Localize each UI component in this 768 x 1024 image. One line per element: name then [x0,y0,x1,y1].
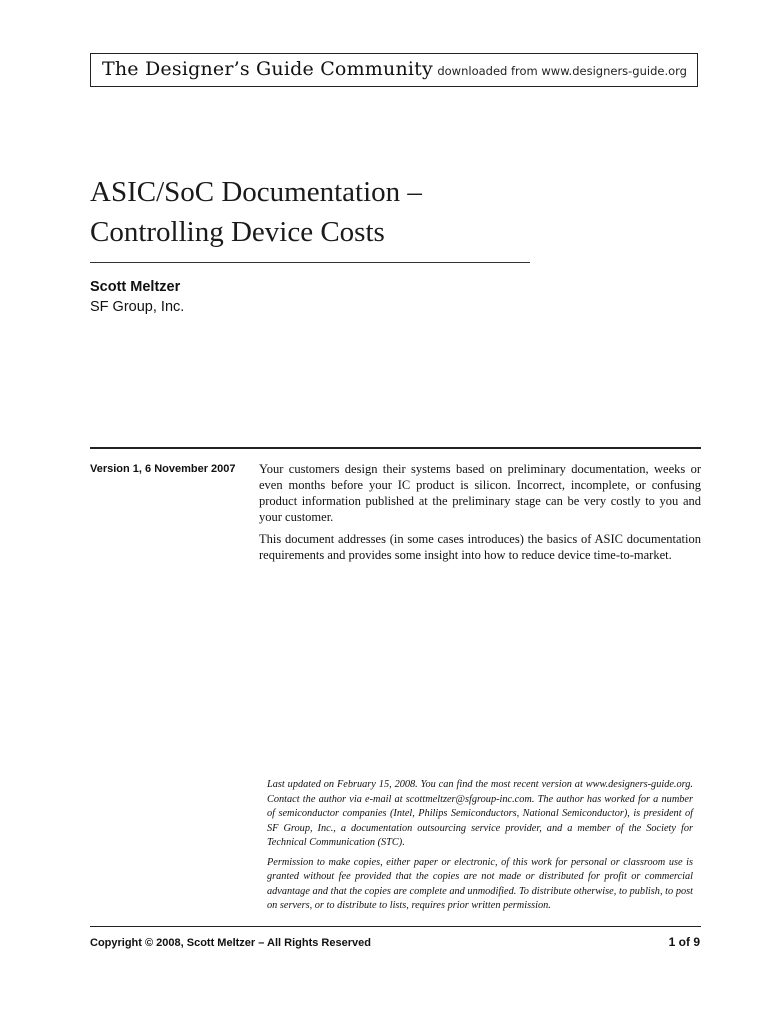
title-line-1: ASIC/SoC Documentation – [90,176,422,208]
footer-divider [90,926,701,927]
abstract-paragraph-1: Your customers design their systems based on preliminary documentation, weeks or even months before your IC product is silicon. Incorrect, incomplete, or confusing product information published at the preliminary stage can be very costly to you and your customer. [259,462,701,524]
author-organization: SF Group, Inc. [90,299,185,315]
title-line-2: Controlling Device Costs [90,216,385,248]
abstract-paragraph-2: This document addresses (in some cases introduces) the basics of ASIC documentation requirements and provides some insight into how to reduce device time-to-market. [259,532,701,562]
update-note: Last updated on February 15, 2008. You can find the most recent version at www.designers-guide.org. Contact the author via e-mail at scottmeltzer@sfgroup-inc.com. The author has worked for a number of semiconductor companies (Intel, Philips Semiconductors, National Semiconductor), is president of SF Group, Inc., a documentation outsourcing service provider, and a member of the Society for Technical Communication (STC). [267,779,693,848]
document-title [90,172,422,252]
version-label: Version 1, 6 November 2007 [90,463,236,475]
permission-note: Permission to make copies, either paper or electronic, of this work for personal or classroom use is granted without fee provided that the copies are not made or distributed for profit or commercial advantage and that the copies are complete and unmodified. To distribute otherwise, to publish, to post on servers, or to distribute to lists, requires prior written permission. [267,856,693,911]
author-name: Scott Meltzer [90,279,181,295]
abstract [259,461,701,569]
community-title: The Designer’s Guide Community [102,58,433,80]
document-notes [267,778,693,919]
download-note: downloaded from www.designers-guide.org [437,64,687,78]
page-number: 1 of 9 [668,935,700,949]
copyright: Copyright © 2008, Scott Meltzer – All Rights Reserved [90,937,371,949]
title-divider [90,262,530,263]
header-banner [90,53,698,87]
abstract-divider [90,447,701,449]
